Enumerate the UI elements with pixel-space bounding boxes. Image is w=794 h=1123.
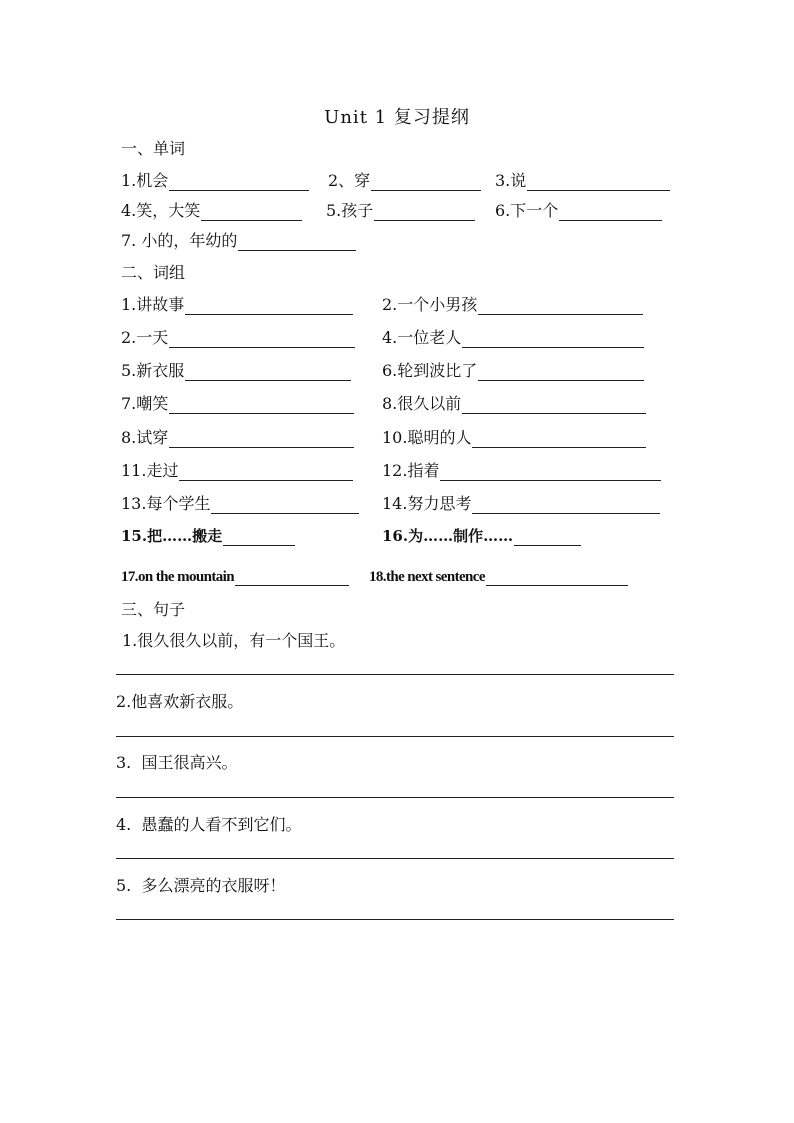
section-heading-phrases: 二、词组	[121, 263, 186, 282]
page-title: Unit 1 复习提纲	[324, 107, 470, 128]
word-item-7	[121, 228, 356, 251]
phrase-item-8	[382, 391, 646, 414]
phrase-label-1: 1.讲故事	[121, 295, 185, 314]
word-label-4: 4.笑，大笑	[121, 201, 201, 220]
answer-blank[interactable]	[371, 172, 481, 191]
word-label-3: 3.说	[495, 171, 527, 190]
phrase-label-5: 5.新衣服	[121, 361, 185, 380]
phrase-row-6	[0, 458, 794, 482]
answer-blank[interactable]	[478, 296, 643, 315]
phrase-item-14	[382, 491, 660, 514]
word-item-3	[495, 168, 670, 191]
answer-blank[interactable]	[374, 202, 475, 221]
phrase-item-18	[369, 567, 628, 586]
phrase-item-9	[121, 425, 354, 448]
answer-blank[interactable]	[440, 462, 661, 481]
answer-blank[interactable]	[514, 527, 581, 546]
phrase-label-7: 7.嘲笑	[121, 394, 169, 413]
answer-blank[interactable]	[185, 296, 353, 315]
phrase-item-11	[121, 458, 353, 481]
word-item-4	[121, 198, 302, 221]
phrase-item-15	[121, 525, 295, 546]
sentence-1: 1.很久很久以前，有一个国王。	[122, 631, 346, 650]
phrase-row-8	[0, 525, 794, 549]
phrase-label-14: 14.努力思考	[382, 494, 472, 513]
answer-line[interactable]	[116, 858, 674, 859]
answer-blank[interactable]	[201, 202, 302, 221]
phrase-item-4	[382, 325, 644, 348]
phrase-item-2	[382, 292, 643, 315]
word-label-2: 2、穿	[328, 171, 371, 190]
sentence-5: 5. 多么漂亮的衣服呀！	[116, 876, 286, 895]
phrase-item-16	[382, 525, 581, 546]
phrase-row-9	[0, 567, 794, 591]
section-heading-words: 一、单词	[121, 139, 186, 158]
word-row-1	[0, 168, 794, 192]
phrase-row-3	[0, 358, 794, 382]
phrase-item-7	[121, 391, 354, 414]
phrase-label-18: 18.the next sentence	[369, 569, 485, 585]
answer-blank[interactable]	[486, 567, 628, 586]
word-item-5	[326, 198, 475, 221]
sentence-2: 2.他喜欢新衣服。	[116, 692, 244, 711]
answer-blank[interactable]	[211, 495, 359, 514]
answer-blank[interactable]	[235, 567, 349, 586]
phrase-label-9: 8.试穿	[121, 428, 169, 447]
phrase-row-1	[0, 292, 794, 316]
answer-blank[interactable]	[238, 232, 356, 251]
answer-blank[interactable]	[462, 329, 644, 348]
phrase-label-13: 13.每个学生	[121, 494, 211, 513]
phrase-label-2: 2.一个小男孩	[382, 295, 478, 314]
answer-blank[interactable]	[169, 395, 354, 414]
phrase-label-4: 4.一位老人	[382, 328, 462, 347]
word-row-2	[0, 198, 794, 222]
word-item-2	[328, 168, 481, 191]
phrase-label-8: 8.很久以前	[382, 394, 462, 413]
answer-blank[interactable]	[223, 527, 295, 546]
word-label-5: 5.孩子	[326, 201, 374, 220]
answer-blank[interactable]	[527, 172, 670, 191]
word-label-6: 6.下一个	[495, 201, 559, 220]
word-row-3	[0, 228, 794, 252]
sentence-4: 4. 愚蠢的人看不到它们。	[116, 815, 302, 834]
answer-blank[interactable]	[462, 395, 646, 414]
phrase-row-7	[0, 491, 794, 515]
answer-line[interactable]	[116, 674, 674, 675]
answer-blank[interactable]	[169, 429, 354, 448]
answer-line[interactable]	[116, 736, 674, 737]
answer-blank[interactable]	[472, 429, 646, 448]
word-item-6	[495, 198, 662, 221]
section-heading-sentences: 三、句子	[121, 600, 186, 619]
answer-blank[interactable]	[185, 362, 351, 381]
phrase-row-5	[0, 425, 794, 449]
phrase-item-12	[382, 458, 661, 481]
phrase-item-17	[121, 567, 349, 586]
phrase-label-10: 10.聪明的人	[382, 428, 472, 447]
word-label-1: 1.机会	[121, 171, 169, 190]
answer-line[interactable]	[116, 919, 674, 920]
phrase-item-1	[121, 292, 353, 315]
phrase-label-6: 6.轮到波比了	[382, 361, 478, 380]
word-label-7: 7. 小的，年幼的	[121, 231, 238, 250]
answer-blank[interactable]	[169, 172, 309, 191]
answer-blank[interactable]	[559, 202, 662, 221]
phrase-item-5	[121, 358, 351, 381]
phrase-label-15: 15.把……搬走	[121, 527, 223, 545]
phrase-row-4	[0, 391, 794, 415]
phrase-row-2	[0, 325, 794, 349]
phrase-label-17: 17.on the mountain	[121, 569, 234, 585]
phrase-label-11: 11.走过	[121, 461, 179, 480]
answer-line[interactable]	[116, 797, 674, 798]
phrase-item-6	[382, 358, 644, 381]
phrase-label-3: 2.一天	[121, 328, 169, 347]
answer-blank[interactable]	[478, 362, 644, 381]
word-item-1	[121, 168, 309, 191]
phrase-item-10	[382, 425, 646, 448]
phrase-label-16: 16.为……制作……	[382, 527, 514, 545]
answer-blank[interactable]	[179, 462, 353, 481]
phrase-item-13	[121, 491, 359, 514]
sentence-3: 3. 国王很高兴。	[116, 753, 238, 772]
phrase-label-12: 12.指着	[382, 461, 440, 480]
answer-blank[interactable]	[169, 329, 355, 348]
answer-blank[interactable]	[472, 495, 660, 514]
phrase-item-3	[121, 325, 355, 348]
